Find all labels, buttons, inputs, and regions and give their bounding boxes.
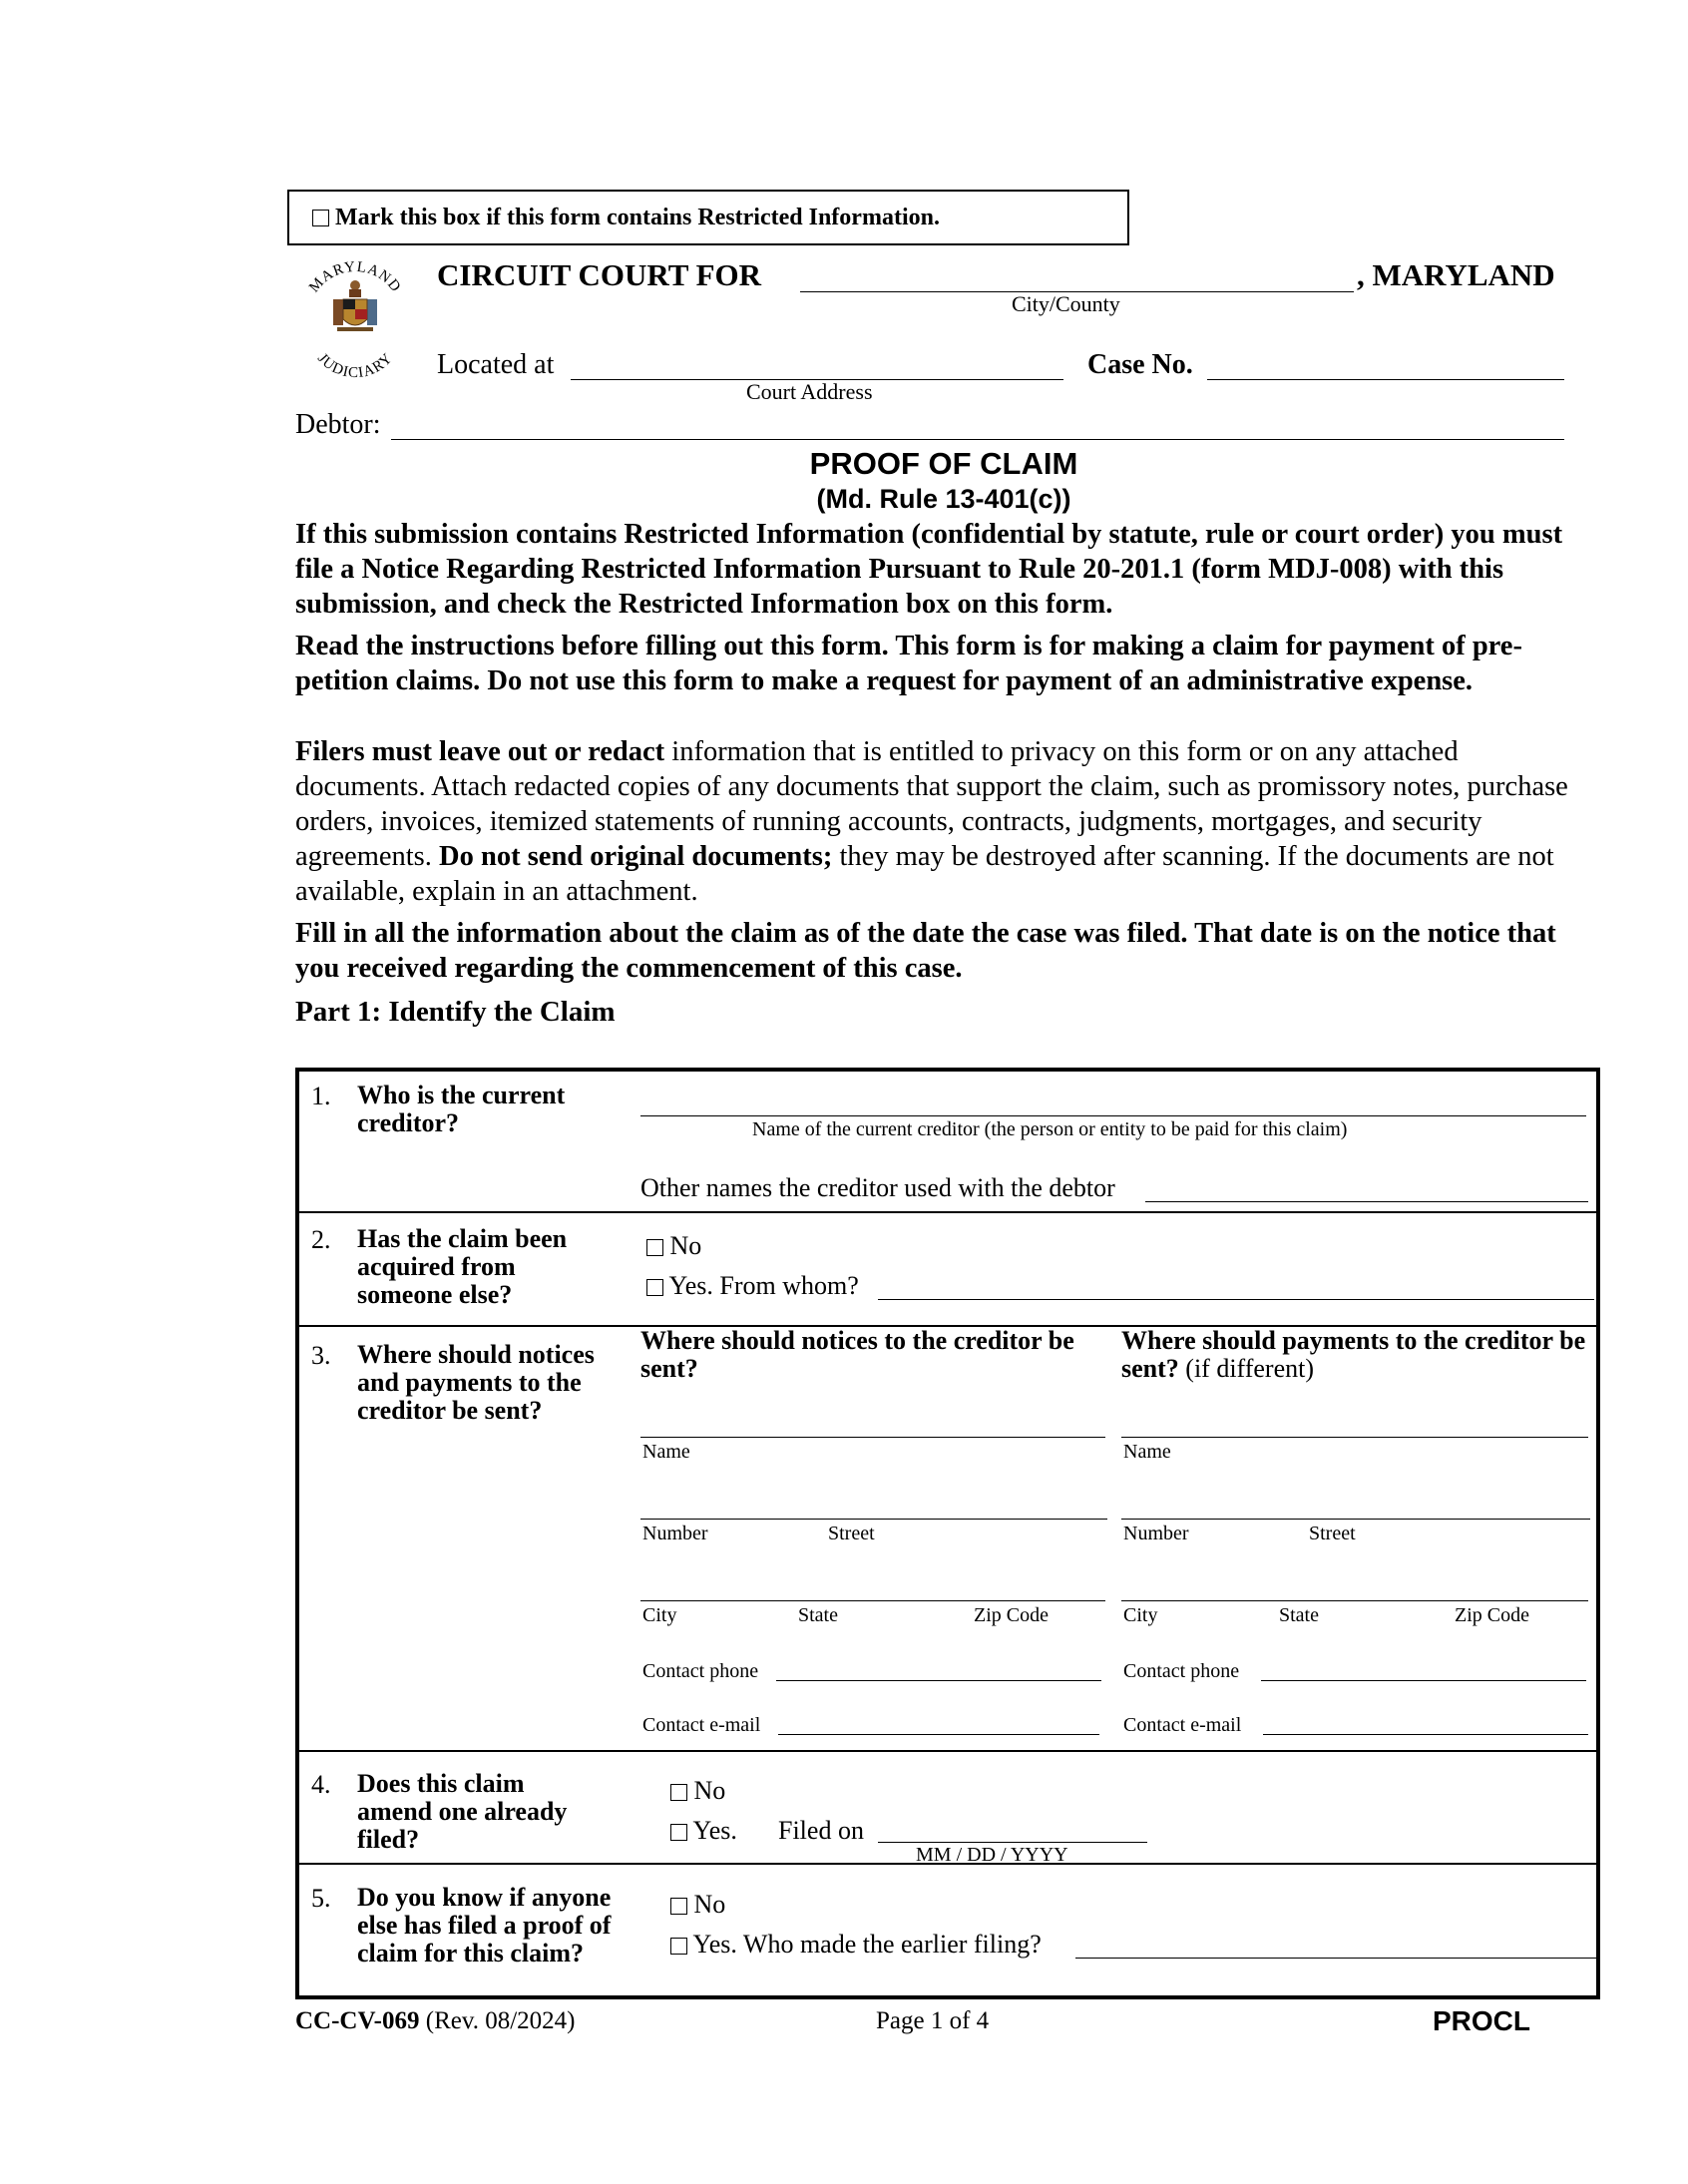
q4-yes-option[interactable] bbox=[670, 1816, 737, 1846]
q5-yes-option[interactable] bbox=[670, 1930, 1042, 1960]
notices-zip-caption: Zip Code bbox=[974, 1604, 1049, 1626]
payments-heading bbox=[1121, 1327, 1598, 1383]
payments-state-caption: State bbox=[1279, 1604, 1319, 1626]
read-instructions-paragraph: Read the instructions before filling out this form. This form is for making a claim for payment of pre-petition claims. Do not use this form to make a request for payment of an administrative expense. bbox=[295, 631, 1522, 696]
court-prefix: CIRCUIT COURT FOR bbox=[437, 257, 762, 292]
payments-email-label: Contact e-mail bbox=[1123, 1714, 1242, 1736]
notices-street-caption: Street bbox=[828, 1523, 875, 1544]
restricted-checkbox[interactable] bbox=[312, 210, 329, 226]
q2-no-option[interactable] bbox=[646, 1231, 701, 1261]
q3-number: 3. bbox=[311, 1341, 331, 1370]
form-title: PROOF OF CLAIM bbox=[809, 446, 1078, 481]
q2-no-label: No bbox=[669, 1231, 702, 1260]
q3-question: Where should notices and payments to the creditor be sent? bbox=[357, 1340, 595, 1425]
filed-on-date-field[interactable] bbox=[878, 1842, 1147, 1843]
earlier-filing-field[interactable] bbox=[1075, 1958, 1596, 1959]
row-divider-3 bbox=[299, 1750, 1596, 1752]
q5-question: Do you know if anyone else has filed a proof of claim for this claim? bbox=[357, 1883, 612, 1967]
q4-question: Does this claim amend one already filed? bbox=[357, 1769, 568, 1854]
q2-yes-checkbox[interactable] bbox=[646, 1279, 663, 1296]
seal-top-text: MARYLAND bbox=[306, 258, 404, 296]
fill-in-paragraph: Fill in all the information about the claim as of the date the case was filed. That date is on the notice that you received regarding the commencement of this case. bbox=[295, 918, 1556, 984]
redact-text-1: information that is entitled to privacy on this form or on any attached documents. Attach redacted copies of any documents that support the claim, such as promissory notes, purchase orders, invoices, itemized statements of running accounts, contracts, judgments, mortgages, and security agreements. bbox=[295, 736, 1568, 872]
located-at-label: Located at bbox=[437, 349, 555, 380]
debtor-field[interactable] bbox=[391, 439, 1564, 440]
court-suffix: , MARYLAND bbox=[1357, 257, 1555, 292]
q5-number: 5. bbox=[311, 1884, 331, 1913]
notices-name-caption: Name bbox=[642, 1441, 690, 1463]
svg-text:JUDICIARY bbox=[314, 350, 396, 381]
form-id: CC-CV-069 bbox=[295, 2007, 420, 2034]
payments-name-caption: Name bbox=[1123, 1441, 1171, 1463]
current-creditor-field[interactable] bbox=[640, 1115, 1586, 1116]
payments-city-caption: City bbox=[1123, 1604, 1158, 1626]
q2-yes-option[interactable] bbox=[646, 1271, 859, 1301]
payments-city-field[interactable] bbox=[1121, 1600, 1588, 1601]
maryland-judiciary-seal bbox=[295, 255, 415, 385]
redact-paragraph bbox=[295, 734, 1588, 909]
payments-street-caption: Street bbox=[1309, 1523, 1356, 1544]
notices-phone-field[interactable] bbox=[776, 1680, 1101, 1681]
date-format-caption: MM / DD / YYYY bbox=[916, 1844, 1068, 1866]
case-no-label: Case No. bbox=[1087, 349, 1193, 380]
q2-question: Has the claim been acquired from someone else? bbox=[357, 1224, 568, 1309]
seal-bottom-text: JUDICIARY bbox=[313, 350, 397, 382]
other-names-field[interactable] bbox=[1145, 1201, 1588, 1202]
q5-yes-label: Yes. Who made the earlier filing? bbox=[692, 1930, 1042, 1959]
other-names-label: Other names the creditor used with the debtor bbox=[640, 1173, 1115, 1202]
page-number: Page 1 of 4 bbox=[876, 2007, 990, 2034]
q2-yes-label: Yes. From whom? bbox=[668, 1271, 859, 1300]
payments-street-field[interactable] bbox=[1121, 1519, 1590, 1520]
acquired-from-field[interactable] bbox=[878, 1299, 1594, 1300]
notices-phone-label: Contact phone bbox=[642, 1660, 759, 1682]
redact-text-2: they may be destroyed after scanning. If the documents are not available, explain in an attachment. bbox=[295, 841, 1554, 907]
payments-name-field[interactable] bbox=[1121, 1437, 1588, 1438]
q2-no-checkbox[interactable] bbox=[646, 1239, 663, 1256]
q4-no-checkbox[interactable] bbox=[670, 1784, 687, 1801]
notices-heading: Where should notices to the creditor be sent? bbox=[640, 1326, 1074, 1383]
notices-email-label: Contact e-mail bbox=[642, 1714, 761, 1736]
q4-number: 4. bbox=[311, 1770, 331, 1799]
form-code: PROCL bbox=[1433, 2005, 1530, 2036]
payments-number-caption: Number bbox=[1123, 1523, 1189, 1544]
q4-no-option[interactable] bbox=[670, 1776, 725, 1806]
q4-yes-label: Yes. bbox=[692, 1816, 737, 1845]
notices-name-field[interactable] bbox=[640, 1437, 1105, 1438]
notices-email-field[interactable] bbox=[778, 1734, 1099, 1735]
q4-filed-on-label: Filed on bbox=[778, 1816, 864, 1845]
q5-no-label: No bbox=[693, 1890, 726, 1919]
notices-state-caption: State bbox=[798, 1604, 838, 1626]
footer-form-id bbox=[295, 2007, 576, 2035]
payments-heading-normal: (if different) bbox=[1185, 1354, 1315, 1383]
form-revision: (Rev. 08/2024) bbox=[425, 2007, 576, 2034]
q5-no-option[interactable] bbox=[670, 1890, 725, 1920]
payments-phone-label: Contact phone bbox=[1123, 1660, 1240, 1682]
restricted-notice-paragraph: If this submission contains Restricted Information (confidential by statute, rule or court order) you must file a Notice Regarding Restricted Information Pursuant to Rule 20-201.1 (form MDJ-008) with this submission, and check the Restricted Information box on this form. bbox=[295, 519, 1563, 620]
q5-yes-checkbox[interactable] bbox=[670, 1938, 687, 1955]
case-no-field[interactable] bbox=[1207, 379, 1564, 380]
city-county-caption: City/County bbox=[1012, 291, 1120, 316]
q5-no-checkbox[interactable] bbox=[670, 1898, 687, 1915]
q2-number: 2. bbox=[311, 1225, 331, 1254]
debtor-label: Debtor: bbox=[295, 409, 381, 440]
current-creditor-caption: Name of the current creditor (the person or entity to be paid for this claim) bbox=[752, 1118, 1348, 1140]
court-address-caption: Court Address bbox=[746, 379, 873, 404]
q4-no-label: No bbox=[693, 1776, 726, 1805]
restricted-info-row bbox=[312, 205, 940, 231]
notices-number-caption: Number bbox=[642, 1523, 708, 1544]
redact-bold: Filers must leave out or redact bbox=[295, 736, 665, 767]
notices-city-caption: City bbox=[642, 1604, 677, 1626]
notices-city-field[interactable] bbox=[640, 1600, 1105, 1601]
row-divider-1 bbox=[299, 1211, 1596, 1213]
part1-heading: Part 1: Identify the Claim bbox=[295, 996, 616, 1028]
q4-yes-checkbox[interactable] bbox=[670, 1824, 687, 1841]
payments-phone-field[interactable] bbox=[1261, 1680, 1586, 1681]
payments-heading-bold: Where should payments to the creditor be sent? bbox=[1121, 1326, 1586, 1383]
restricted-label: Mark this box if this form contains Restricted Information. bbox=[335, 205, 940, 230]
form-rule: (Md. Rule 13-401(c)) bbox=[816, 484, 1071, 514]
notices-street-field[interactable] bbox=[640, 1519, 1107, 1520]
redact-bold-2: Do not send original documents; bbox=[439, 841, 833, 872]
payments-email-field[interactable] bbox=[1263, 1734, 1588, 1735]
payments-zip-caption: Zip Code bbox=[1455, 1604, 1529, 1626]
q1-number: 1. bbox=[311, 1082, 331, 1110]
q1-question: Who is the current creditor? bbox=[357, 1081, 566, 1137]
coat-of-arms-icon bbox=[333, 280, 377, 331]
